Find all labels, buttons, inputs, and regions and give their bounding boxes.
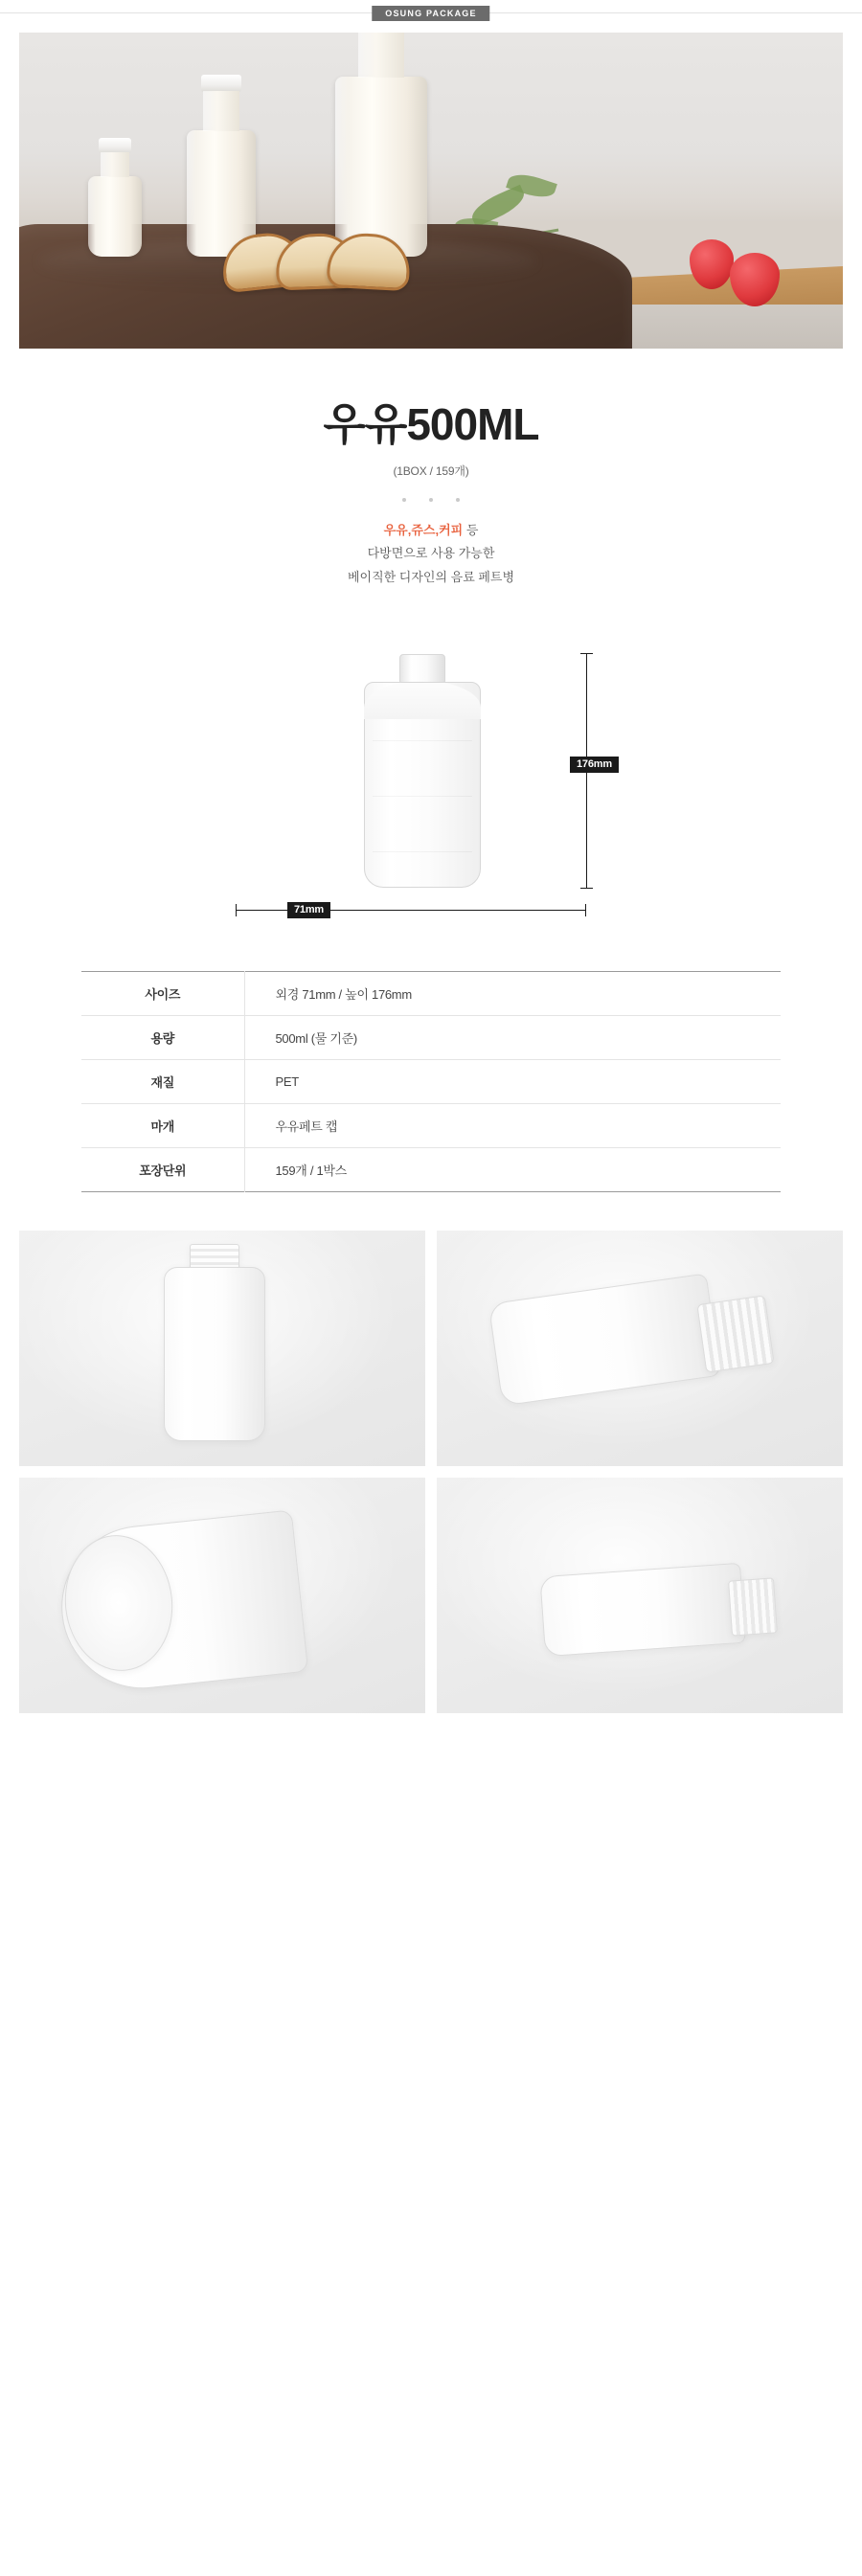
spec-label: 재질: [81, 1059, 244, 1103]
description-line-2: 다방면으로 사용 가능한: [367, 546, 495, 561]
bottle-body: [164, 1267, 265, 1441]
dot-icon: [456, 498, 460, 502]
height-dimension-label: 176mm: [570, 757, 619, 773]
product-gallery: [19, 1231, 843, 1713]
table-row: [81, 1103, 781, 1147]
bottle-shoulder: [364, 681, 481, 719]
bottle-thread: [728, 1577, 778, 1636]
unit-note: (1BOX / 159개): [393, 463, 469, 478]
spec-label: 용량: [81, 1015, 244, 1059]
spec-value: 500ml (물 기준): [275, 1030, 357, 1046]
page-title: 우유500ML: [323, 399, 539, 449]
bottle-ridge: [373, 796, 472, 797]
product-description: [0, 519, 862, 590]
bottle-cap: [99, 138, 131, 153]
dot-divider: [402, 498, 460, 502]
spec-value: 외경 71mm / 높이 176mm: [275, 986, 412, 1002]
bottle-neck: [203, 91, 239, 131]
bottle-body: [539, 1562, 745, 1656]
table-row: [81, 1015, 781, 1059]
description-accent: 우유,쥬스,커피: [383, 522, 464, 537]
milk-bottle-small: [88, 176, 142, 257]
spec-label: 마개: [81, 1103, 244, 1147]
bottle-neck: [101, 152, 129, 177]
milk-bottle-large: [335, 77, 427, 257]
dot-icon: [429, 498, 433, 502]
bottle-neck: [358, 33, 404, 78]
table-row: [81, 971, 781, 1015]
diagram-bottle: [364, 682, 481, 888]
table-row: [81, 1147, 781, 1191]
hero-image: [19, 33, 843, 349]
bottle-thread: [696, 1295, 774, 1372]
bottle-ridge: [373, 740, 472, 741]
description-accent-suffix: 등: [463, 522, 479, 537]
bottle-cap: [201, 75, 241, 92]
spec-label: 사이즈: [81, 971, 244, 1015]
description-line-1: [0, 519, 862, 543]
spec-value: PET: [275, 1073, 299, 1089]
spec-table: [81, 971, 781, 1192]
spec-value: 159개 / 1박스: [275, 1163, 347, 1178]
description-line-3: 베이직한 디자인의 음료 페트병: [347, 569, 515, 584]
width-dimension-label: 71mm: [287, 902, 330, 918]
gallery-image-neck: [437, 1231, 843, 1466]
gallery-image-lying: [437, 1478, 843, 1713]
spec-label: 포장단위: [81, 1147, 244, 1191]
spec-value: 우유페트 캡: [275, 1119, 338, 1134]
bottle-ridge: [373, 851, 472, 852]
bottle-cap: [399, 654, 445, 683]
brand-tag: OSUNG PACKAGE: [372, 6, 489, 21]
table-row: [81, 1059, 781, 1103]
dot-icon: [402, 498, 406, 502]
product-title-block: [0, 349, 862, 590]
page-footer-space: [0, 1713, 862, 1742]
gallery-image-front: [19, 1231, 425, 1466]
brand-header: [0, 0, 862, 27]
gallery-image-bottom: [19, 1478, 425, 1713]
dimension-diagram: [0, 649, 862, 927]
